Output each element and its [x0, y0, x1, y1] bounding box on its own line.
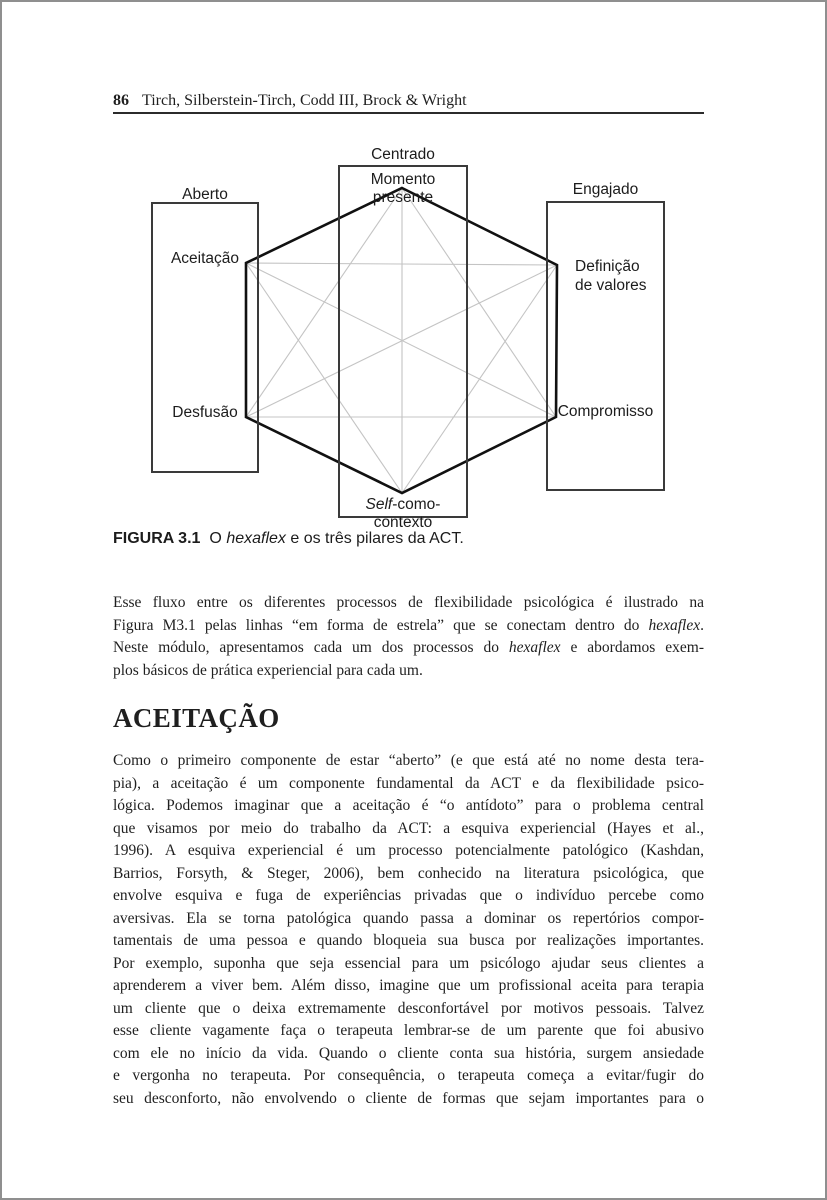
connection-line — [246, 263, 402, 493]
intro-paragraph — [113, 592, 704, 682]
text-line: Barrios, Forsyth, & Steger, 2006), bem conhecido na literatura psicológica, que — [113, 864, 704, 882]
section-paragraph — [113, 750, 704, 1110]
text-line: um cliente que o deixa extremamente desconfortável por motivos pessoais. Talvez — [113, 999, 704, 1017]
text-line: tamentais de uma pessoa e quando bloqueia sua busca por realizações importantes. — [113, 932, 704, 949]
page-number: 86 — [113, 92, 129, 109]
figure-caption — [113, 530, 713, 548]
process-label-desfusao: Desfusão — [172, 404, 238, 421]
figure-caption-text: e os três pilares da ACT. — [285, 530, 464, 547]
text-line: plos básicos de prática experiencial para cada um. — [113, 661, 423, 679]
text-line: e vergonha no terapeuta. Por consequência, o terapeuta começa a evitar/fugir do — [113, 1067, 704, 1084]
pillar-title-aberto: Aberto — [182, 186, 228, 203]
process-label-definicao-de-valores — [575, 257, 667, 295]
connection-line — [246, 188, 402, 417]
text-line: Esse fluxo entre os diferentes processos de flexibilidade psicológica é ilustrado na — [113, 594, 704, 611]
hexaflex-diagram-canvas — [0, 0, 827, 560]
pillar-title-engajado: Engajado — [572, 181, 639, 198]
text-line: aversivas. Ela se torna patológica quando passa a dominar os repertórios compor- — [113, 909, 704, 927]
process-label-self-como-contexto — [339, 496, 467, 532]
figure-caption-italic: hexaflex — [226, 530, 286, 547]
text-line: envolve esquiva e fuga de experiências privadas que o indivíduo percebe como — [113, 887, 704, 904]
text-line: 1996). A esquiva experiencial é um processo potencialmente patológico (Kashdan, — [113, 842, 704, 859]
process-label-line: Definição — [575, 258, 640, 275]
text-line: esse cliente vagamente faça o terapeuta lembrar-se de um parente que foi abusivo — [113, 1022, 704, 1039]
pillar-box-aberto — [152, 203, 258, 472]
text-line: pia), a aceitação é um componente fundamental da ACT e da flexibilidade psico- — [113, 774, 704, 792]
figure-caption-number: FIGURA 3.1 — [113, 530, 201, 547]
text-line: Figura M3.1 pelas linhas “em forma de estrela” que se conectam dentro do hexaflex. — [113, 616, 704, 634]
connection-line — [402, 265, 557, 493]
process-label-compromisso: Compromisso — [557, 403, 654, 420]
process-label-momento-presente: Momento presente — [370, 171, 436, 206]
text-line: lógica. Podemos imaginar que a aceitação é “o antídoto” para o problema central — [113, 797, 704, 814]
process-label-aceitacao: Aceitação — [170, 250, 240, 267]
connection-line — [402, 188, 556, 417]
text-line: Neste módulo, apresentamos cada um dos processos do hexaflex e abordamos exem- — [113, 639, 704, 656]
text-line: com ele no início da vida. Quando o cliente conta sua história, surgem ansiedade — [113, 1044, 704, 1062]
text-line: aprenderem a viver bem. Além disso, imagine que um profissional aceita para terapia — [113, 977, 704, 994]
hexaflex-figure — [0, 0, 827, 560]
text-line: Como o primeiro componente de estar “aberto” (e que está até no nome desta tera- — [113, 752, 704, 769]
text-line: Por exemplo, suponha que seja essencial para um psicólogo ajudar seus clientes a — [113, 954, 704, 972]
process-label-line: de valores — [575, 277, 647, 294]
figure-caption-text: O — [209, 530, 227, 547]
process-label-self-italic: Self — [365, 496, 393, 513]
section-heading: ACEITAÇÃO — [113, 703, 280, 733]
pillar-box-engajado — [547, 202, 664, 490]
pillar-title-centrado: Centrado — [371, 146, 435, 163]
text-line: seu desconforto, não envolvendo o cliente de formas que sejam importantes para o — [113, 1089, 704, 1107]
hexaflex-star-lines — [246, 188, 557, 493]
text-line: que visamos por meio do trabalho da ACT: a esquiva experiencial (Hayes et al., — [113, 819, 704, 837]
process-label-self-rest: -como-contexto — [373, 496, 441, 531]
running-title: Tirch, Silberstein-Tirch, Codd III, Brock & Wright — [142, 92, 467, 109]
